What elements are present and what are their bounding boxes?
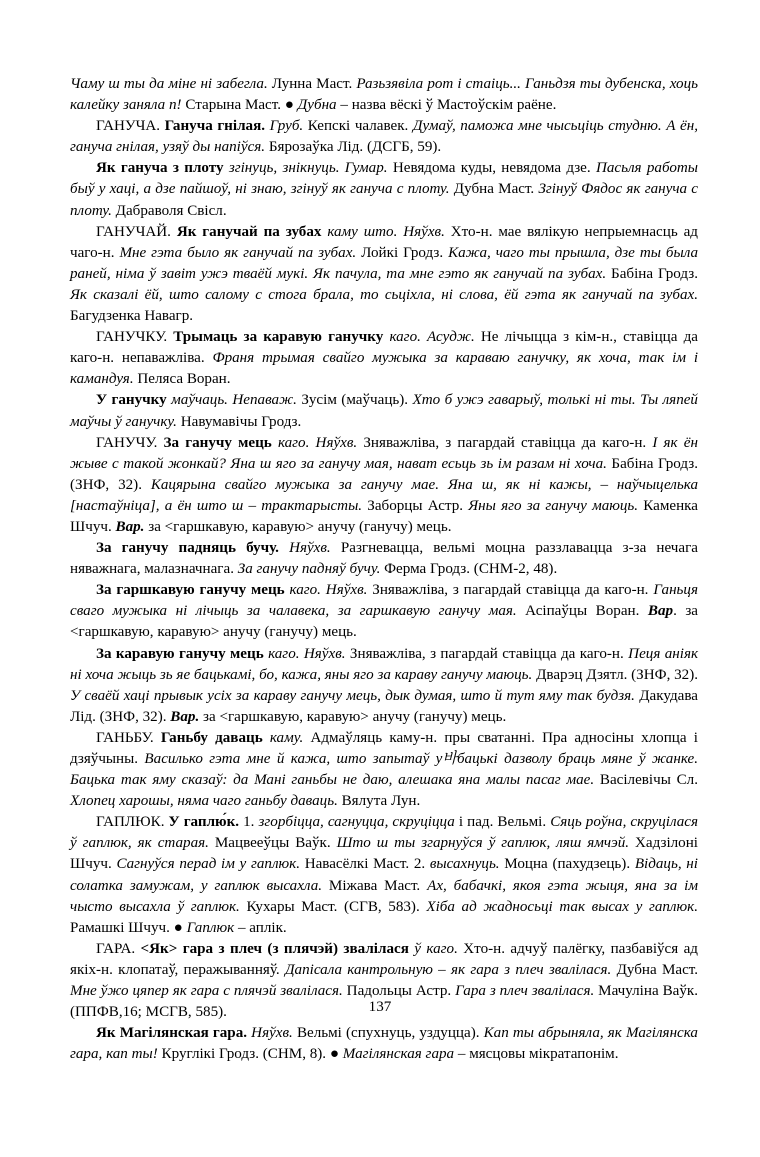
- text-run: Адмаўляць каму-н. пры сватанні. Пра адносіны хлопца і дзяўчыны.: [70, 729, 698, 767]
- text-run: Разгневацца, вельмі моцна раззлавацца з-за нечага няважнага, малазначнага.: [70, 540, 698, 578]
- text-run: Пеляса Воран.: [133, 371, 231, 388]
- bold-run: За ганучу падняць бучу.: [96, 540, 279, 557]
- text-run: Навасёлкі Маст. 2.: [300, 856, 430, 873]
- italic-run: Згінуў Фядос як гануча с плоту.: [70, 181, 698, 219]
- bold-run: У гаплю́к.: [168, 814, 240, 831]
- italic-run: Што ш ты згарнуўся ў гаплюк, ляш ямчэй.: [336, 835, 630, 852]
- headword-run: ГАРА.: [96, 940, 141, 957]
- text-run: Рамашкі Шчуч.: [70, 919, 174, 936]
- paragraph-p-za-harshkavuyu-ganuchu: [70, 580, 698, 643]
- headword-run: ГАНУЧУ.: [96, 434, 164, 451]
- paragraph-p-u-ganuchku: [70, 390, 698, 432]
- text-run: – аплік.: [234, 919, 287, 936]
- bullet-icon: ●: [329, 1046, 339, 1063]
- italic-run: Мне ўжо цяпер як гара с плячэй звалілася.: [70, 983, 343, 1000]
- text-run: Не лічыцца з кім-н., ставіцца да каго-н. непаважліва.: [70, 329, 698, 367]
- text-run: Бабіна Гродз. (ЗНФ, 32).: [70, 455, 698, 493]
- text-run: Мачуліна Ваўк. (ППФВ,16; МСГВ, 585).: [70, 983, 698, 1021]
- italic-run: Гаплюк: [186, 919, 235, 936]
- italic-run: У сваёй хаці прывык усіх за караву ганучу мець, дык думая, што й тут яму так будзя.: [70, 687, 635, 704]
- bold-italic-run: Вар.: [115, 518, 145, 535]
- text-run: Зняважліва, з пагардай ставіцца да каго-н.: [357, 434, 653, 451]
- bold-italic-run: Вар: [647, 603, 674, 620]
- text-run: Кухары Маст. (СГВ, 583).: [239, 898, 427, 915]
- paragraph-p-za-karavuyu-ganuchu: [70, 644, 698, 728]
- text-run: [263, 730, 270, 746]
- italic-run: Груб.: [269, 118, 304, 135]
- text-run: Дварэц Дзятл. (ЗНФ, 32).: [532, 666, 699, 683]
- italic-run: Ах, бабачкі, якоя гэта жыця, яна за ім чысто высахла ў гаплюк.: [70, 877, 698, 915]
- italic-run: маўчаць. Непаваж.: [171, 392, 297, 409]
- italic-run: Василько гэта мне й кажа, што запытаў у바бацькі дазволу браць мяне ў жанке. Бацька так яму сказаў: да Мані ганьбы не даю, алешака яна малы пасаг мае.: [70, 751, 698, 789]
- italic-run: Чаму ш ты да міне ні забегла.: [70, 76, 268, 92]
- paragraph-p-mahilyanskaya-hara: [70, 1023, 698, 1065]
- italic-run: каго. Няўхв.: [289, 582, 368, 599]
- text-run: 1.: [239, 814, 259, 831]
- italic-run: каму што. Няўхв.: [327, 223, 445, 240]
- text-run: Бабіна Гродз.: [606, 265, 698, 282]
- text-run: . за <гаршкавую, каравую> анучу (ганучу) мець.: [70, 603, 699, 641]
- text-run: Хто-н. адчуў палёгку, пазбавіўся ад якіх-н. клопатаў, перажыванняў.: [70, 940, 698, 978]
- italic-run: Кацярына свайго мужыка за ганучу мае. Яна ш, як ні кажы, – наўчыцелька [настаўніца], а ён што ш – трактарысты.: [70, 476, 698, 514]
- text-run: за <гаршкавую, каравую> анучу (ганучу) мець.: [144, 518, 452, 535]
- paragraph-p-yak-ganucha-z-plotu: [70, 158, 698, 221]
- paragraph-p-ganucha-tail: [70, 74, 698, 116]
- italic-run: Відаць, ні солатка замужам, у гаплюк высахла.: [70, 856, 698, 894]
- text-run: Хадзілоні Шчуч.: [70, 835, 698, 873]
- paragraph-p-ganbu: [70, 728, 698, 812]
- text-run: Невядома куды, невядома дзе.: [387, 160, 596, 177]
- paragraph-p-haplyuk: [70, 812, 698, 939]
- text-run: Дубна Маст.: [449, 181, 539, 198]
- italic-run: Ганьця сваго мужыка ні лічыць за чалавека, за гаршкавую ганучу мая.: [70, 582, 698, 620]
- bold-run: Як ганучай па зубах: [176, 223, 322, 240]
- italic-run: Мне гэта было як ганучай па зубах.: [119, 244, 357, 261]
- bold-run: За каравую ганучу мець: [96, 645, 264, 662]
- text-run: Міжава Маст.: [322, 877, 428, 894]
- paragraph-p-ganucha: [70, 116, 698, 158]
- headword-run: ГАНУЧАЙ.: [96, 223, 177, 240]
- paragraph-p-ganuchay: [70, 222, 698, 327]
- text-run: Круглікі Гродз. (СНМ, 8).: [157, 1046, 330, 1063]
- italic-run: Дубна: [297, 97, 337, 114]
- italic-run: згінуць, знікнуць. Гумар.: [228, 160, 388, 177]
- italic-run: Пасьля работы быў у хаці, а дзе пайшоў, ні знаю, згінуў як гануча с плоту.: [70, 160, 699, 198]
- text-run: Васілевічы Сл.: [594, 772, 698, 789]
- text-run: Ферма Гродз. (СНМ-2, 48).: [380, 561, 558, 578]
- bold-run: <Як> гара з плеч (з плячэй) звалілася: [140, 940, 409, 957]
- bold-run: Як Магілянская гара.: [96, 1025, 248, 1042]
- bold-run: За гаршкавую ганучу мець: [96, 582, 285, 599]
- text-run: Дакудава Лід. (ЗНФ, 32).: [70, 687, 698, 725]
- text-run: Навумавічы Гродз.: [176, 413, 302, 430]
- italic-run: І як ён жыве с такой жонкай? Яна ш яго за ганучу мая, нават есьць зь ім разам ні хоча.: [70, 434, 698, 472]
- text-run: Багудзенка Навагр.: [70, 308, 194, 325]
- bold-run: Трымаць за каравую ганучку: [173, 329, 384, 346]
- italic-run: каго. Асудж.: [389, 329, 475, 346]
- bullet-icon: ●: [173, 919, 183, 936]
- italic-run: Хто б ужэ гаварыў, толькі ні ты. Ты ляпей маўчы ў ганучку.: [70, 392, 698, 430]
- text-run: Зняважліва, з пагардай ставіцца да каго-н.: [367, 582, 654, 599]
- italic-run: Хлопец харошы, няма чаго ганьбу даваць.: [70, 793, 338, 810]
- page-number: 137: [368, 999, 392, 1015]
- bold-run: За ганучу мець: [163, 434, 272, 451]
- text-run: Зусім (маўчаць).: [296, 392, 413, 409]
- bullet-icon: ●: [284, 97, 294, 114]
- text-run: Кепскі чалавек.: [303, 118, 413, 135]
- italic-run: Разьзявіла рот і стаіць... Ганьдзя ты дубенска, хоць калейку заняла п!: [70, 76, 698, 114]
- text-run: Каменка Шчуч.: [70, 497, 698, 535]
- italic-run: Кажа, чаго ты прышла, дзе ты была раней, німа ў завіт ужэ тваёй мукі. Як пачула, та мне гэто як ганучай па зубах.: [70, 244, 699, 282]
- italic-run: Гара з плеч звалілася.: [455, 983, 595, 1000]
- italic-run: Пеця аніяк ні хоча жыць зь яе бацькамі, бо, кажа, яны яго за караву ганучу маюць.: [70, 645, 699, 683]
- text-run: Лунна Маст.: [267, 76, 357, 92]
- text-run: – назва вёскі ў Мастоўскім раёне.: [336, 97, 557, 114]
- text-run: [279, 540, 289, 556]
- headword-run: ГАНУЧА.: [96, 118, 165, 135]
- italic-run: Яны яго за ганучу маюць.: [468, 497, 639, 514]
- italic-run: Сагнуўся перад ім у гаплюк.: [116, 856, 300, 873]
- text-run: Зняважліва, з пагардай ставіцца да каго-н.: [345, 645, 629, 662]
- text-run: Старына Маст.: [181, 97, 285, 114]
- italic-run: Як сказалі ёй, што салому с стога брала, то сьціхла, ні слова, ёй гэта як ганучай па зубах.: [70, 286, 698, 303]
- italic-run: згорбіцца, сагнуцца, скруціцца: [258, 814, 455, 831]
- italic-run: ў каго.: [414, 940, 458, 957]
- italic-run: Кап ты абрыняла, як Магілянска гара, кап ты!: [70, 1025, 698, 1063]
- italic-run: Думаў, паможа мне чысьціць студню. А ён, гануча гнілая, узяў ды напіўся.: [70, 118, 698, 156]
- italic-run: За ганучу падняў бучу.: [237, 561, 381, 578]
- text-run: Асіпаўцы Воран.: [516, 603, 648, 620]
- page-body-text: [70, 74, 698, 1065]
- bold-run: Як гануча з плоту: [96, 160, 224, 177]
- italic-run: Магілянская гара: [342, 1046, 455, 1063]
- text-run: Лойкі Гродз.: [356, 244, 449, 261]
- text-run: – мясцовы мікратапонім.: [454, 1046, 619, 1063]
- text-run: Мацвееўцы Ваўк.: [208, 835, 337, 852]
- bold-run: У ганучку: [96, 392, 167, 409]
- text-run: Моцна (пахудзець).: [499, 856, 635, 873]
- text-run: Вялута Лун.: [337, 793, 421, 810]
- paragraph-p-ganuchu: [70, 433, 698, 538]
- italic-run: Дапісала кантрольную – як гара з плеч звалілася.: [284, 961, 612, 978]
- paragraph-p-ganuchku: [70, 327, 698, 390]
- text-run: Бярозаўка Лід. (ДСГБ, 59).: [265, 139, 442, 156]
- italic-run: Франя трымая свайго мужыка за караваю ганучку, як хоча, так ім і камандуя.: [70, 350, 699, 388]
- italic-run: Хіба ад жадносьці так высах у гаплюк.: [426, 898, 698, 915]
- italic-run: каму.: [269, 729, 304, 746]
- text-run: Вельмі (спухнуць, уздуцца).: [292, 1025, 484, 1042]
- text-run: за <гаршкавую, каравую> анучу (ганучу) мець.: [199, 708, 507, 725]
- text-run: Падольцы Астр.: [342, 983, 456, 1000]
- text-run: Хто-н. мае вялікую непрыемнасць ад чаго-н.: [70, 223, 698, 261]
- italic-run: Няўхв.: [251, 1025, 293, 1042]
- italic-run: каго. Няўхв.: [268, 645, 346, 662]
- bold-italic-run: Вар.: [170, 708, 200, 725]
- text-run: і пад. Вельмі.: [454, 814, 551, 831]
- italic-run: высахнуць.: [429, 856, 500, 873]
- headword-run: ГАНУЧКУ.: [96, 329, 174, 346]
- bold-run: Гануча гнілая.: [164, 118, 266, 135]
- bold-run: Ганьбу даваць: [160, 729, 263, 746]
- text-run: Дубна Маст.: [611, 961, 699, 978]
- text-run: Заборцы Астр.: [362, 497, 469, 514]
- paragraph-p-za-ganuchu-padniac-buchu: [70, 538, 698, 580]
- headword-run: ГАПЛЮК.: [96, 814, 169, 831]
- italic-run: Сяць роўна, скруцілася ў гаплюк, як старая.: [70, 814, 699, 852]
- italic-run: Няўхв.: [289, 540, 331, 557]
- headword-run: ГАНЬБУ.: [96, 729, 161, 746]
- italic-run: каго. Няўхв.: [277, 434, 358, 451]
- text-run: Дабраволя Свісл.: [111, 202, 227, 219]
